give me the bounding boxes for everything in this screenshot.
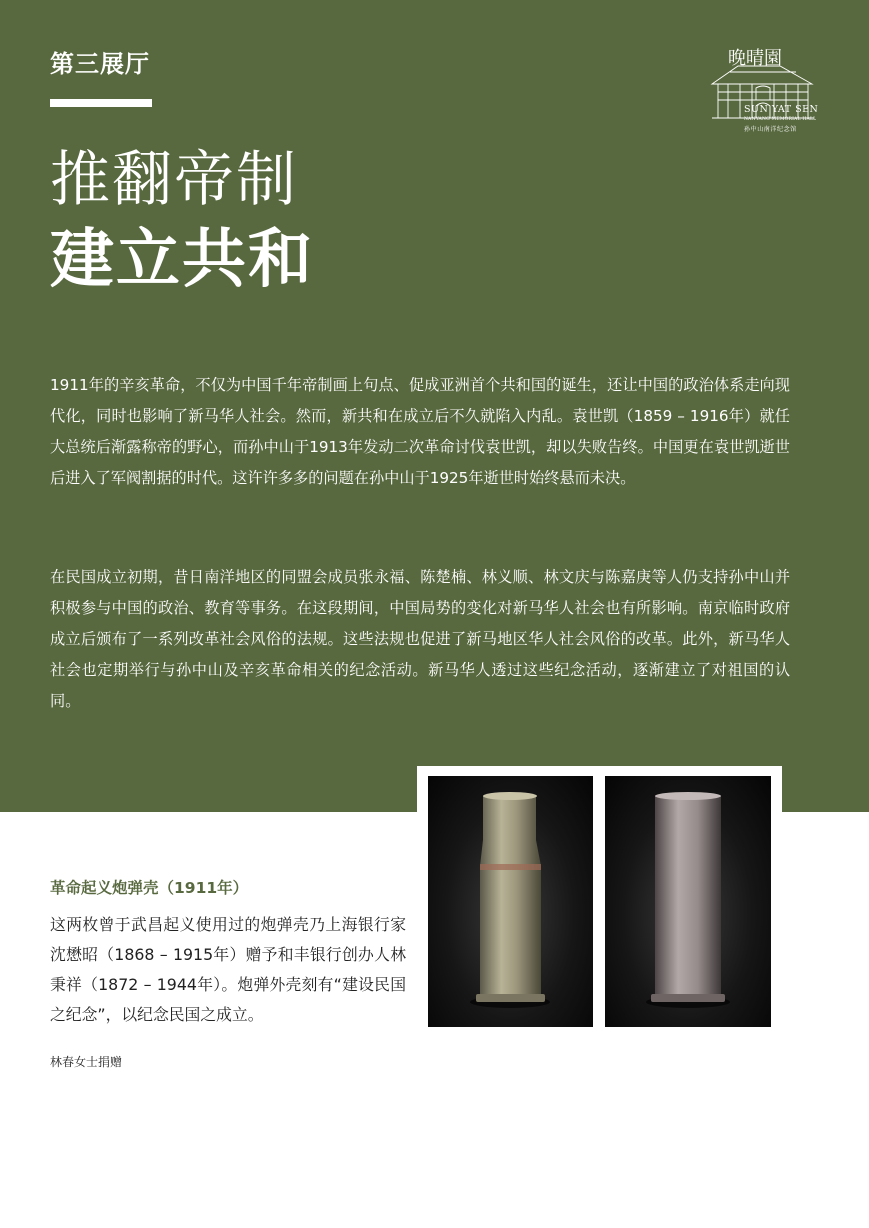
artifact-photo-shell-2 — [605, 776, 771, 1027]
logo-name-en: SUN YAT SEN — [744, 104, 819, 115]
memorial-hall-logo — [704, 44, 820, 136]
hall-label: 第三展厅 — [50, 50, 150, 78]
logo-calligraphy-1: 晚晴園 — [728, 48, 782, 69]
exhibit-title: 革命起义炮弹壳（1911年） — [50, 879, 249, 897]
intro-paragraph-1: 1911年的辛亥革命，不仅为中国千年帝制画上句点、促成亚洲首个共和国的诞生，还让中国的政治体系走向现代化，同时也影响了新马华人社会。然而，新共和在成立后不久就陷入内乱。袁世凯（1859 – 1916年）就任大总统后渐露称帝的野心，而孙中山于1913年发动二次革命讨伐袁世凯，却以失败告终。中国更在袁世凯逝世后进入了军阀割据的时代。这许许多多的问题在孙中山于1925年逝世时始终悬而未决。 — [50, 376, 790, 487]
exhibit-donor-credit: 林春女士捐赠 — [50, 1055, 123, 1069]
hall-label-underline — [50, 99, 152, 107]
artifact-photo-shell-1 — [428, 776, 593, 1027]
logo-subtitle-zh: 孙中山南洋纪念馆 — [744, 126, 797, 133]
logo-subtitle-en: NANYANG MEMORIAL HALL — [744, 117, 817, 122]
page-title-line-1: 推翻帝制 — [50, 145, 298, 215]
intro-paragraph-2: 在民国成立初期，昔日南洋地区的同盟会成员张永福、陈楚楠、林义顺、林文庆与陈嘉庚等人仍支持孙中山并积极参与中国的政治、教育等事务。在这段期间，中国局势的变化对新马华人社会也有所影响。南京临时政府成立后颁布了一系列改革社会风俗的法规。这些法规也促进了新马地区华人社会风俗的改革。此外，新马华人社会也定期举行与孙中山及辛亥革命相关的纪念活动。新马华人透过这些纪念活动，逐渐建立了对祖国的认同。 — [50, 568, 790, 710]
exhibit-description: 这两枚曾于武昌起义使用过的炮弹壳乃上海银行家沈懋昭（1868 – 1915年）赠予和丰银行创办人林秉祥（1872 – 1944年）。炮弹外壳刻有“建设民国之纪念”，以纪念民国之成立。 — [50, 915, 406, 1024]
page-title-line-2: 建立共和 — [50, 223, 314, 297]
